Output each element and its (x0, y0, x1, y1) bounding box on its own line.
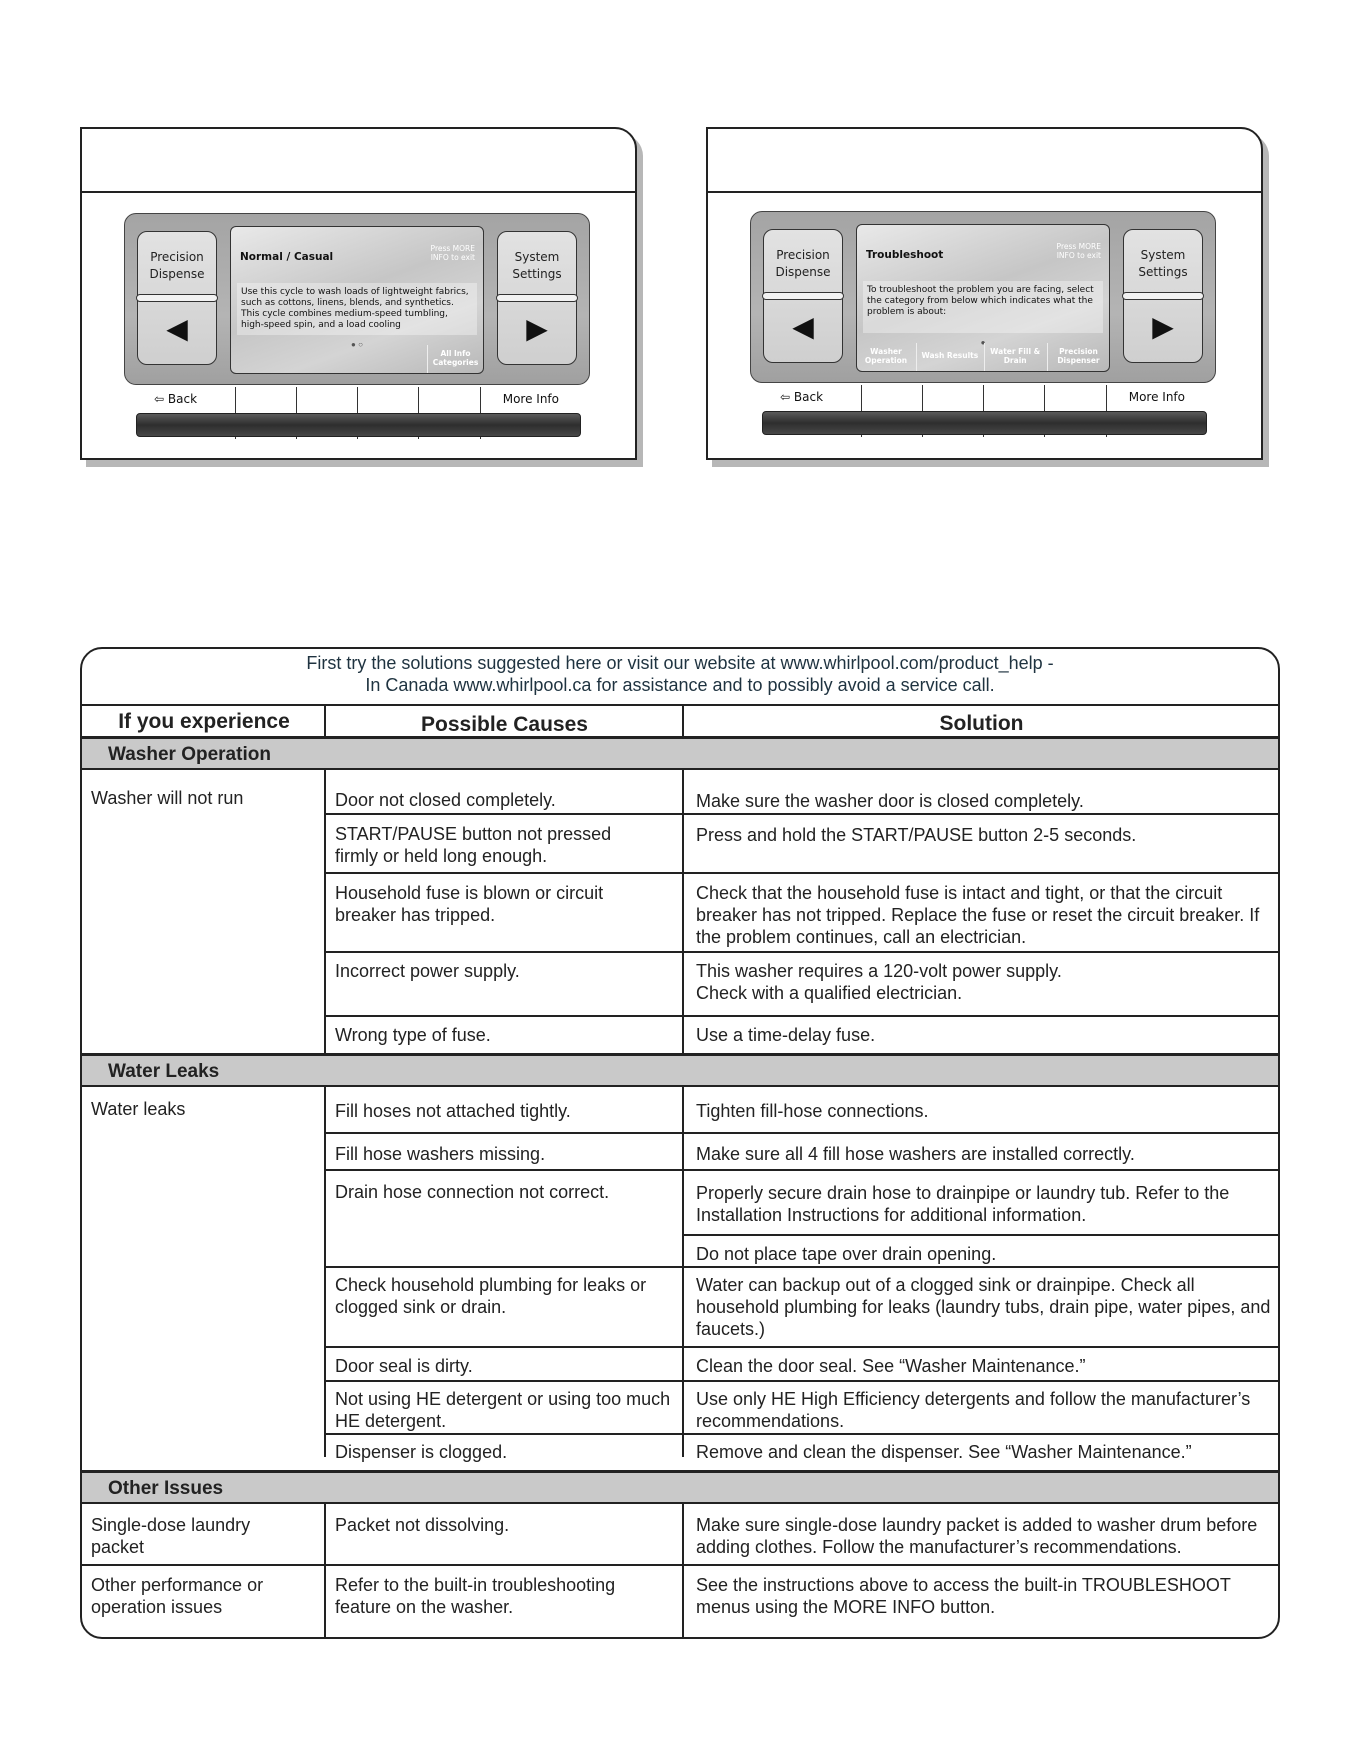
screen-body: To troubleshoot the problem you are facing, select the category from below which indicates what the problem is about: (863, 281, 1103, 333)
problem-washer-will-not-run: Washer will not run (91, 788, 244, 808)
cause: Check household plumbing for leaks or clogged sink or drain. (335, 1275, 647, 1317)
button-strip[interactable] (762, 411, 1207, 435)
back-text: Back (793, 390, 824, 404)
header-solution: Solution (939, 712, 1024, 735)
cause: Refer to the built-in troubleshooting feature on the washer. (335, 1575, 616, 1617)
rule (326, 1169, 1278, 1171)
cause: Dispenser is clogged. (335, 1442, 508, 1462)
button-bar (496, 294, 578, 302)
header-possible-causes: Possible Causes (421, 713, 588, 736)
arrow-right-icon: ▶ (526, 312, 548, 345)
cause: Not using HE detergent or using too much HE detergent. (335, 1389, 671, 1431)
section-title: Washer Operation (108, 744, 271, 765)
rule (684, 1234, 1278, 1236)
control-panel-illustration-troubleshoot (706, 127, 1263, 460)
console (750, 211, 1216, 383)
more-info-label[interactable]: More Info (502, 392, 559, 406)
screen-tabs (231, 345, 483, 373)
rule (326, 1433, 1278, 1435)
back-arrow-icon: ⇦ (154, 392, 165, 406)
rule (326, 1346, 1278, 1348)
cause: Door seal is dirty. (335, 1356, 473, 1376)
tab-wash-results[interactable]: Wash Results (916, 343, 982, 371)
back-arrow-icon: ⇦ (780, 390, 791, 404)
rule (326, 951, 1278, 953)
solution: Use a time-delay fuse. (696, 1025, 876, 1045)
problem: Single-dose laundry packet (91, 1515, 251, 1557)
intro-line-1: First try the solutions suggested here or visit our website at www.whirlpool.com/product_help - (306, 653, 1054, 673)
rule (82, 704, 1278, 706)
rule (82, 1564, 1278, 1566)
table-intro (82, 652, 1278, 696)
button-strip[interactable] (136, 413, 581, 437)
section-title: Other Issues (108, 1478, 224, 1499)
solution: Do not place tape over drain opening. (696, 1244, 997, 1264)
arrow-right-icon: ▶ (1152, 310, 1174, 343)
rule (326, 1380, 1278, 1382)
rule (326, 813, 1278, 815)
cause: Incorrect power supply. (335, 961, 520, 981)
more-info-label[interactable]: More Info (1128, 390, 1185, 404)
system-settings-button[interactable] (497, 231, 577, 365)
col-separator (324, 1006, 326, 1056)
solution: Make sure all 4 fill hose washers are installed correctly. (696, 1144, 1135, 1164)
rule (326, 1015, 1278, 1017)
col-separator (682, 704, 684, 738)
solution: Use only HE High Efficiency detergents and follow the manufacturer’s recommendations. (696, 1389, 1251, 1431)
rule (326, 1266, 1278, 1268)
col-separator (324, 1087, 326, 1457)
screen-press-note: Press MORE INFO to exit (1056, 242, 1101, 260)
tab-all-info-categories[interactable]: All Info Categories (427, 345, 483, 373)
back-text: Back (167, 392, 198, 406)
header-if-you-experience: If you experience (118, 710, 290, 733)
page-dots-icon: ● (980, 338, 986, 347)
screen-title: Normal / Casual (240, 251, 334, 263)
cause: Packet not dissolving. (335, 1515, 510, 1535)
system-settings-label: System Settings (1138, 248, 1188, 279)
precision-dispense-button[interactable] (763, 229, 843, 363)
system-settings-label: System Settings (512, 250, 562, 281)
back-label[interactable] (780, 390, 823, 404)
col-separator (682, 770, 684, 1006)
precision-dispense-label: Precision Dispense (775, 248, 831, 279)
display-screen (856, 224, 1110, 372)
arrow-left-icon: ◀ (166, 312, 188, 345)
button-strip-labels (136, 387, 581, 413)
panel-header (82, 129, 635, 193)
col-separator (324, 704, 326, 738)
problem: Other performance or operation issues (91, 1575, 264, 1617)
button-strip-labels (762, 385, 1207, 411)
button-bar (762, 292, 844, 300)
problem-water-leaks: Water leaks (91, 1099, 186, 1119)
solution: See the instructions above to access the built-in TROUBLESHOOT menus using the MORE INFO button. (696, 1575, 1231, 1617)
solution: Tighten fill-hose connections. (696, 1101, 929, 1121)
cause: START/PAUSE button not pressed firmly or held long enough. (335, 824, 612, 866)
solution: Make sure the washer door is closed completely. (696, 791, 1084, 811)
page-dots-icon: ● ○ (351, 340, 363, 349)
rule (326, 1132, 1278, 1134)
solution: Clean the door seal. See “Washer Maintenance.” (696, 1356, 1086, 1376)
button-bar (1122, 292, 1204, 300)
section-title: Water Leaks (108, 1061, 220, 1082)
precision-dispense-button[interactable] (137, 231, 217, 365)
back-label[interactable] (154, 392, 197, 406)
solution: Make sure single-dose laundry packet is added to washer drum before adding clothes. Follow the manufacturer’s recommendations. (696, 1515, 1258, 1557)
button-bar (136, 294, 218, 302)
section-water-leaks (82, 1053, 1278, 1087)
col-separator (682, 1006, 684, 1056)
col-separator (682, 1087, 684, 1457)
solution: Remove and clean the dispenser. See “Washer Maintenance.” (696, 1442, 1192, 1462)
solution: Check that the household fuse is intact and tight, or that the circuit breaker has not tripped. Replace the fuse or reset the circuit breaker. If the problem continues, call an electrician. (696, 883, 1260, 947)
solution: Properly secure drain hose to drainpipe or laundry tub. Refer to the Installation Instructions for additional information. (696, 1183, 1230, 1225)
tab-precision-dispenser[interactable]: Precision Dispenser (1047, 343, 1109, 371)
cause: Fill hose washers missing. (335, 1144, 546, 1164)
system-settings-button[interactable] (1123, 229, 1203, 363)
col-separator (682, 1504, 684, 1639)
tab-water-fill-drain[interactable]: Water Fill & Drain (984, 343, 1046, 371)
solution: This washer requires a 120-volt power supply. Check with a qualified electrician. (696, 961, 1062, 1003)
solution: Press and hold the START/PAUSE button 2-5 seconds. (696, 825, 1137, 845)
rule (326, 872, 1278, 874)
intro-line-2: In Canada www.whirlpool.ca for assistance and to possibly avoid a service call. (365, 675, 995, 695)
arrow-left-icon: ◀ (792, 310, 814, 343)
cause: Fill hoses not attached tightly. (335, 1101, 571, 1121)
screen-title: Troubleshoot (866, 249, 944, 261)
col-separator (324, 770, 326, 1006)
section-other-issues (82, 1470, 1278, 1504)
cause: Wrong type of fuse. (335, 1025, 491, 1045)
cause: Door not closed completely. (335, 790, 556, 810)
section-washer-operation (82, 736, 1278, 770)
panel-header (708, 129, 1261, 193)
console (124, 213, 590, 385)
screen-body: Use this cycle to wash loads of lightweight fabrics, such as cottons, linens, blends, and synthetics. This cycle combines medium-speed tumbling, high-speed spin, and a load cooling (237, 283, 477, 335)
cause: Drain hose connection not correct. (335, 1182, 610, 1202)
col-separator (324, 1504, 326, 1639)
solution: Water can backup out of a clogged sink or drainpipe. Check all household plumbing for leaks (laundry tubs, drain pipe, water pipes, and faucets.) (696, 1275, 1271, 1339)
precision-dispense-label: Precision Dispense (149, 250, 205, 281)
cause: Household fuse is blown or circuit breaker has tripped. (335, 883, 604, 925)
control-panel-illustration-normal (80, 127, 637, 460)
troubleshooting-table (80, 647, 1280, 1639)
tab-washer-operation[interactable]: Washer Operation (864, 347, 908, 365)
display-screen (230, 226, 484, 374)
screen-tabs (857, 343, 1109, 371)
screen-press-note: Press MORE INFO to exit (430, 244, 475, 262)
